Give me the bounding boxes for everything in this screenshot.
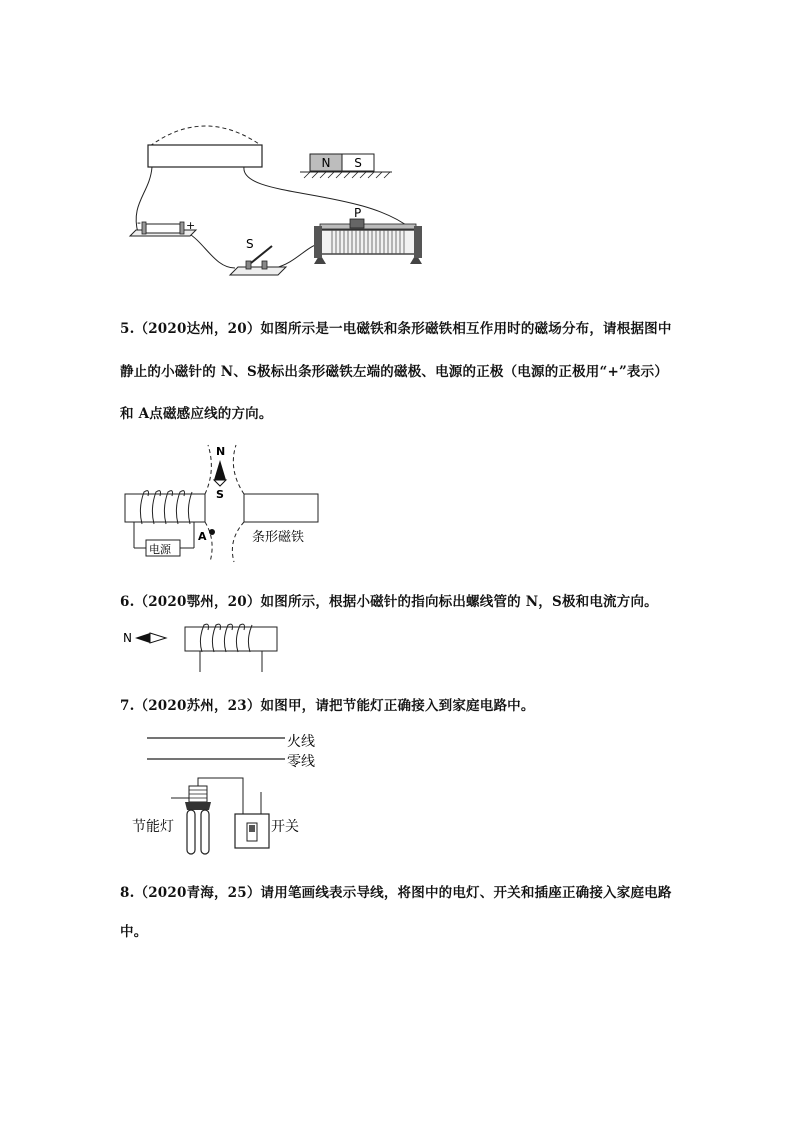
energy-saving-lamp [171,786,211,854]
question-6-line-1: 6.（2020鄂州，20）如图所示，根据小磁针的指向标出螺线管的 N，S极和电流方向。 [120,594,658,610]
lamp-label: 节能灯 [132,819,174,835]
live-wire-label: 火线 [287,734,315,750]
point-a-label: A [198,530,207,543]
needle-n-end [135,633,150,643]
needle-n-end [214,460,226,480]
solenoid-figure [120,622,290,674]
battery-minus: - [137,216,141,229]
needle-n-label: N [216,445,226,458]
battery-plus: + [186,219,196,232]
magnet-n-label: N [321,156,331,170]
wire-battery-switch [188,233,235,268]
electromagnet-circuit-figure [120,118,450,293]
battery [130,216,196,236]
ground-hatch [304,172,390,178]
field-arc [150,126,262,146]
switch-label: 开关 [271,819,299,835]
knife-switch [230,237,286,275]
switch-label: S [246,237,254,251]
needle-n-label: N [123,631,132,645]
question-8-line-2: 中。 [120,924,148,940]
bar-magnet-label: 条形磁铁 [252,530,305,545]
household-circuit-figure [125,728,345,860]
point-a [209,529,215,535]
electromagnet-bar-magnet-figure [120,440,340,565]
field-lines [205,445,244,562]
needle-s-end [214,480,226,486]
rheostat [314,206,422,264]
neutral-wire-label: 零线 [287,754,315,770]
question-5-line-1: 5.（2020达州，20）如图所示是一电磁铁和条形磁铁相互作用时的磁场分布，请根据图中 [120,321,672,337]
question-5-line-2: 静止的小磁针的 N、S极标出条形磁铁左端的磁极、电源的正极（电源的正极用“+”表示） [120,364,669,380]
question-5-line-3: 和 A点磁感应线的方向。 [120,406,273,422]
magnet-s-label: S [354,156,362,170]
electromagnet-core [148,145,262,167]
solenoid-core [185,627,277,651]
slider-label: P [354,206,362,220]
bar-magnet [244,494,318,522]
wire-switch-rheostat [275,244,318,268]
question-7-line-1: 7.（2020苏州，23）如图甲，请把节能灯正确接入到家庭电路中。 [120,698,535,714]
power-supply-label: 电源 [149,543,171,556]
needle-s-end [150,633,166,643]
question-8-line-1: 8.（2020青海，25）请用笔画线表示导线，将图中的电灯、开关和插座正确接入家庭电路 [120,885,672,901]
wire-right [244,167,410,228]
needle-s-label: S [216,488,224,501]
